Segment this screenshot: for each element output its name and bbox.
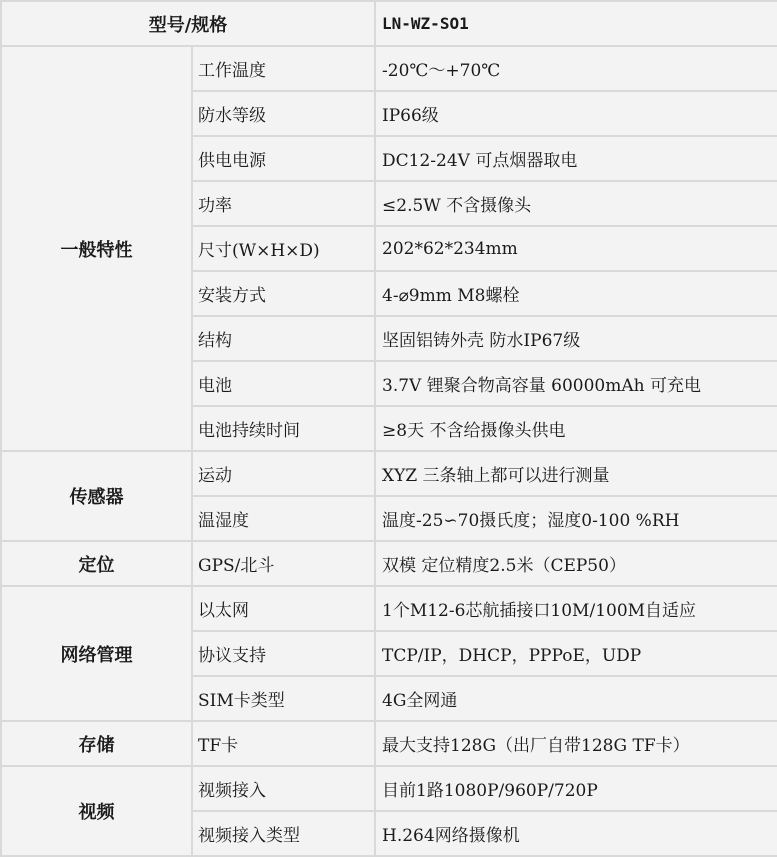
- spec-item: 工作温度: [192, 46, 375, 91]
- spec-item: 视频接入类型: [192, 811, 375, 856]
- spec-item: 结构: [192, 316, 375, 361]
- spec-item: 温湿度: [192, 496, 375, 541]
- spec-item: 运动: [192, 451, 375, 496]
- spec-item: 视频接入: [192, 766, 375, 811]
- category-general: 一般特性: [1, 46, 192, 451]
- spec-item: 功率: [192, 181, 375, 226]
- spec-item: 供电电源: [192, 136, 375, 181]
- spec-value: 4G全网通: [375, 676, 777, 721]
- table-row: [1, 586, 777, 631]
- spec-value: IP66级: [375, 91, 777, 136]
- spec-item: SIM卡类型: [192, 676, 375, 721]
- table-row: [1, 451, 777, 496]
- table-row: [1, 721, 777, 766]
- spec-item: 协议支持: [192, 631, 375, 676]
- model-spec-label: 型号/规格: [1, 1, 375, 46]
- category-network: 网络管理: [1, 586, 192, 721]
- spec-item: 电池: [192, 361, 375, 406]
- spec-value: -20℃～+70℃: [375, 46, 777, 91]
- spec-value: 4-⌀9mm M8螺栓: [375, 271, 777, 316]
- spec-value: 坚固铝铸外壳 防水IP67级: [375, 316, 777, 361]
- spec-value: 1个M12-6芯航插接口10M/100M自适应: [375, 586, 777, 631]
- spec-value: ≤2.5W 不含摄像头: [375, 181, 777, 226]
- table-row: [1, 46, 777, 91]
- spec-item: TF卡: [192, 721, 375, 766]
- spec-item: GPS/北斗: [192, 541, 375, 586]
- category-sensors: 传感器: [1, 451, 192, 541]
- spec-value: ≥8天 不含给摄像头供电: [375, 406, 777, 451]
- spec-value: 双模 定位精度2.5米（CEP50）: [375, 541, 777, 586]
- spec-value: 202*62*234mm: [375, 226, 777, 271]
- spec-item: 尺寸(W×H×D): [192, 226, 375, 271]
- table-row: [1, 541, 777, 586]
- category-video: 视频: [1, 766, 192, 856]
- spec-value: XYZ 三条轴上都可以进行测量: [375, 451, 777, 496]
- spec-value: 最大支持128G（出厂自带128G TF卡）: [375, 721, 777, 766]
- spec-item: 安装方式: [192, 271, 375, 316]
- spec-value: 温度-25∽70摄氏度；湿度0-100 %RH: [375, 496, 777, 541]
- spec-value: 目前1路1080P/960P/720P: [375, 766, 777, 811]
- model-spec-value: LN-WZ-SO1: [375, 1, 777, 46]
- table-row: [1, 766, 777, 811]
- category-positioning: 定位: [1, 541, 192, 586]
- spec-value: H.264网络摄像机: [375, 811, 777, 856]
- category-storage: 存储: [1, 721, 192, 766]
- spec-item: 电池持续时间: [192, 406, 375, 451]
- spec-item: 以太网: [192, 586, 375, 631]
- spec-item: 防水等级: [192, 91, 375, 136]
- spec-value: 3.7V 锂聚合物高容量 60000mAh 可充电: [375, 361, 777, 406]
- spec-value: DC12-24V 可点烟器取电: [375, 136, 777, 181]
- header-row: [1, 1, 777, 46]
- spec-value: TCP/IP，DHCP，PPPoE，UDP: [375, 631, 777, 676]
